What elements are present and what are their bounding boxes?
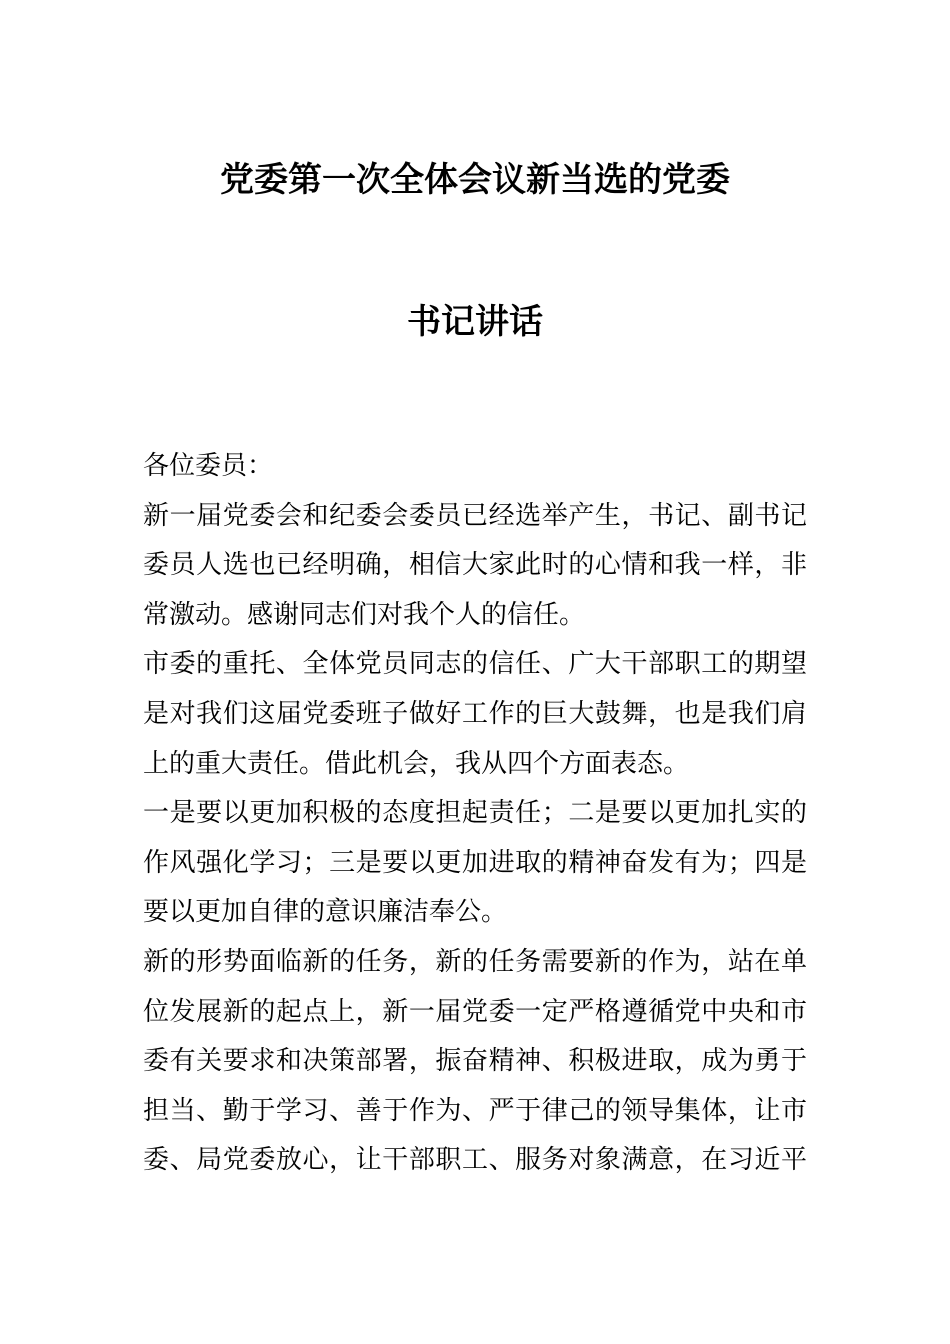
salutation: 各位委员： [143, 451, 274, 481]
document-body [143, 442, 807, 1186]
body-line: 常激动。感谢同志们对我个人的信任。 [143, 599, 586, 630]
body-line: 上的重大责任。借此机会，我从四个方面表态。 [143, 748, 690, 779]
body-line: 新一届党委会和纪委会委员已经选举产生，书记、副书记 [143, 500, 807, 531]
document-title-line-2: 书记讲话 [407, 302, 543, 342]
body-line: 担当、勤于学习、善于作为、严于律己的领导集体，让市 [143, 1095, 807, 1126]
body-line: 委、局党委放心，让干部职工、服务对象满意，在习近平 [143, 1145, 807, 1176]
body-line: 新的形势面临新的任务，新的任务需要新的作为，站在单 [143, 946, 807, 977]
body-line: 位发展新的起点上，新一届党委一定严格遵循党中央和市 [143, 996, 807, 1027]
document-title-line-1: 党委第一次全体会议新当选的党委 [220, 160, 730, 200]
body-line: 要以更加自律的意识廉洁奉公。 [143, 897, 508, 928]
body-line: 委有关要求和决策部署，振奋精神、积极进取，成为勇于 [143, 1046, 807, 1077]
body-line: 是对我们这届党委班子做好工作的巨大鼓舞，也是我们肩 [143, 698, 807, 729]
body-line: 市委的重托、全体党员同志的信任、广大干部职工的期望 [143, 649, 807, 680]
body-line: 作风强化学习；三是要以更加进取的精神奋发有为；四是 [143, 847, 807, 878]
body-line: 委员人选也已经明确，相信大家此时的心情和我一样，非 [143, 550, 807, 581]
body-line: 一是要以更加积极的态度担起责任；二是要以更加扎实的 [143, 798, 807, 829]
